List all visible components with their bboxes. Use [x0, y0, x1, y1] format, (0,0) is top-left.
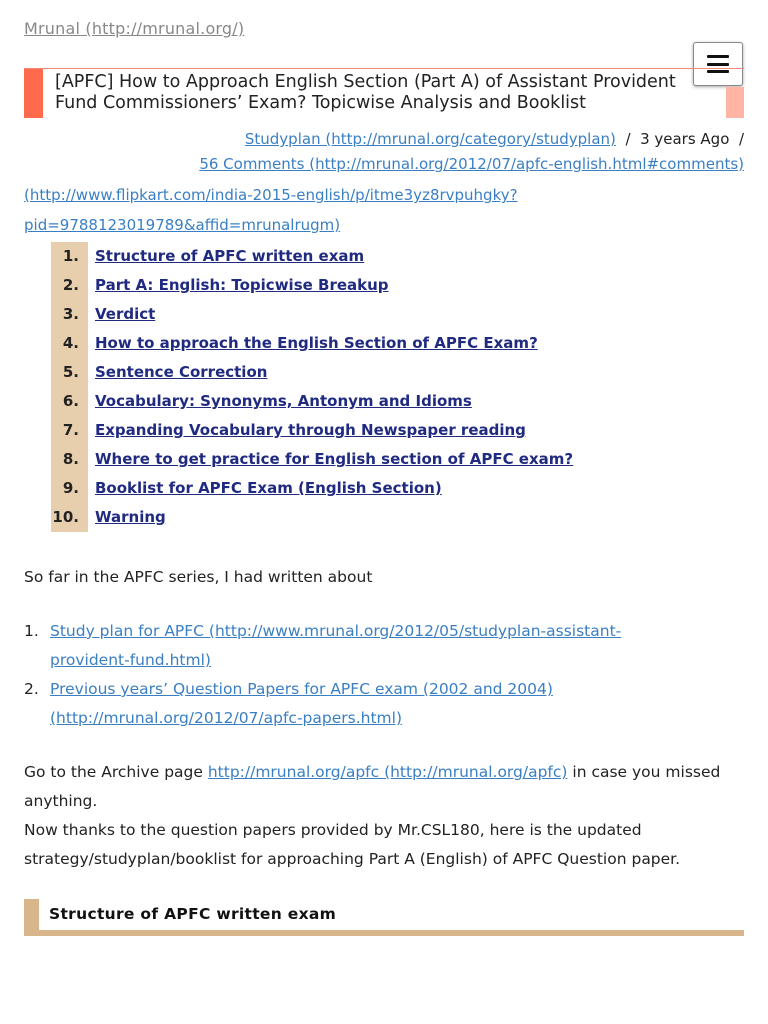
toc-link[interactable]: Where to get practice for English section of APFC exam?: [95, 450, 574, 468]
thanks-paragraph: Now thanks to the question papers provided by Mr.CSL180, here is the updated strategy/studyplan/booklist for approaching Part A (English) of APFC Question paper.: [24, 821, 681, 868]
studyplan-apfc-link[interactable]: Study plan for APFC (http://www.mrunal.org/2012/05/studyplan-assistant-provident-fund.html): [50, 622, 622, 669]
toc-number: 3.: [51, 300, 88, 329]
table-of-contents: [51, 242, 611, 532]
series-list: [24, 617, 744, 733]
series-intro-text: So far in the APFC series, I had written about: [24, 568, 373, 586]
archive-prefix-text: Go to the Archive page: [24, 763, 208, 781]
list-item: [24, 675, 744, 733]
site-home-link[interactable]: Mrunal (http://mrunal.org/): [24, 19, 245, 38]
toc-link[interactable]: Sentence Correction: [95, 363, 268, 381]
list-item: [24, 617, 744, 675]
toc-item: [51, 242, 611, 271]
title-accent-corner: [726, 87, 744, 118]
archive-suffix-text: in case you missed anything.: [24, 763, 721, 810]
toc-item: [51, 358, 611, 387]
toc-link[interactable]: Part A: English: Topicwise Breakup: [95, 276, 389, 294]
toc-item: [51, 503, 611, 532]
section-heading: Structure of APFC written exam: [24, 899, 744, 936]
article-title-block: [24, 68, 744, 118]
toc-link[interactable]: Vocabulary: Synonyms, Antonym and Idioms: [95, 392, 472, 410]
toc-link[interactable]: Booklist for APFC Exam (English Section): [95, 479, 442, 497]
post-date: 3 years Ago: [640, 130, 730, 148]
toc-link[interactable]: Expanding Vocabulary through Newspaper reading: [95, 421, 526, 439]
post-meta: [245, 128, 744, 150]
toc-item: [51, 387, 611, 416]
toc-link[interactable]: How to approach the English Section of APFC Exam?: [95, 334, 538, 352]
toc-number: 8.: [51, 445, 88, 474]
toc-number: 1.: [51, 242, 88, 271]
list-number: 1.: [24, 622, 39, 640]
archive-link[interactable]: http://mrunal.org/apfc (http://mrunal.org/apfc): [207, 763, 568, 781]
page-title: [APFC] How to Approach English Section (Part A) of Assistant Provident Fund Commissioners’ Exam? Topicwise Analysis and Booklist: [55, 72, 676, 113]
toc-number: 2.: [51, 271, 88, 300]
toc-number: 6.: [51, 387, 88, 416]
toc-link[interactable]: Structure of APFC written exam: [95, 247, 365, 265]
comments-link[interactable]: 56 Comments (http://mrunal.org/2012/07/apfc-english.html#comments): [199, 155, 744, 173]
category-link[interactable]: Studyplan (http://mrunal.org/category/studyplan): [244, 130, 616, 148]
toc-number: 7.: [51, 416, 88, 445]
list-number: 2.: [24, 680, 39, 698]
toc-item: [51, 271, 611, 300]
toc-number: 10.: [51, 503, 88, 532]
toc-item: [51, 300, 611, 329]
toc-link[interactable]: Verdict: [95, 305, 156, 323]
toc-number: 9.: [51, 474, 88, 503]
toc-number: 5.: [51, 358, 88, 387]
archive-paragraph: [24, 758, 744, 816]
meta-separator: /: [625, 130, 631, 148]
post-comments: [199, 153, 744, 175]
toc-number: 4.: [51, 329, 88, 358]
toc-item: [51, 416, 611, 445]
title-accent-bar: [24, 69, 43, 118]
flipkart-ad-link[interactable]: (http://www.flipkart.com/india-2015-english/p/itme3yz8rvpuhgky?pid=9788123019789&affid=mrunalrugm): [24, 186, 518, 234]
toc-item: [51, 329, 611, 358]
question-papers-link[interactable]: Previous years’ Question Papers for APFC exam (2002 and 2004) (http://mrunal.org/2012/07/apfc-papers.html): [50, 680, 553, 727]
toc-item: [51, 474, 611, 503]
toc-item: [51, 445, 611, 474]
toc-link[interactable]: Warning: [95, 508, 166, 526]
meta-separator: /: [738, 130, 744, 148]
